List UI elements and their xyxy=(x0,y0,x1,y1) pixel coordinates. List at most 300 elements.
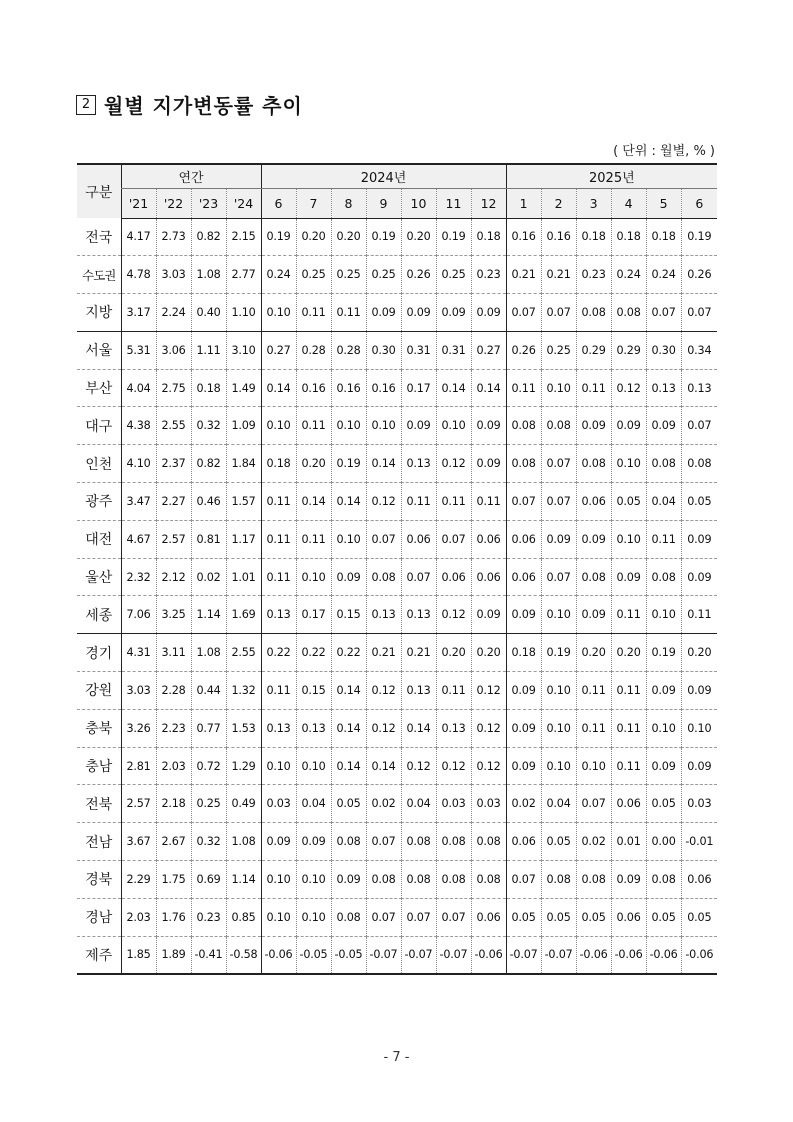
value-cell: 0.07 xyxy=(541,483,576,521)
value-cell: 0.07 xyxy=(366,898,401,936)
value-cell: 0.11 xyxy=(576,672,611,710)
column-header: 7 xyxy=(296,188,331,218)
value-cell: 0.30 xyxy=(646,331,681,369)
value-cell: 0.08 xyxy=(401,861,436,899)
value-cell: 0.77 xyxy=(191,709,226,747)
value-cell: 2.23 xyxy=(156,709,191,747)
value-cell: 0.05 xyxy=(646,898,681,936)
value-cell: 0.23 xyxy=(191,898,226,936)
value-cell: 0.23 xyxy=(471,256,506,294)
value-cell: -0.06 xyxy=(646,936,681,974)
value-cell: 0.14 xyxy=(296,483,331,521)
value-cell: 0.22 xyxy=(296,634,331,672)
region-cell: 광주 xyxy=(85,494,113,511)
value-cell: 4.17 xyxy=(121,218,156,256)
value-cell: 0.25 xyxy=(296,256,331,294)
value-cell: 0.10 xyxy=(366,407,401,445)
value-cell: 0.14 xyxy=(401,709,436,747)
table-row xyxy=(77,747,717,785)
value-cell: 0.12 xyxy=(436,596,471,634)
value-cell: 0.07 xyxy=(366,823,401,861)
column-header: 6 xyxy=(261,188,296,218)
value-cell: 1.01 xyxy=(226,558,261,596)
table-row xyxy=(77,709,717,747)
value-cell: 0.09 xyxy=(576,407,611,445)
table-row xyxy=(77,483,717,521)
value-cell: 2.77 xyxy=(226,256,261,294)
value-cell: 0.09 xyxy=(611,861,646,899)
value-cell: 0.08 xyxy=(576,861,611,899)
value-cell: 0.10 xyxy=(541,369,576,407)
section-heading xyxy=(76,90,303,119)
value-cell: 2.03 xyxy=(156,747,191,785)
value-cell: 0.06 xyxy=(436,558,471,596)
region-cell: 경남 xyxy=(85,910,113,927)
value-cell: -0.06 xyxy=(261,936,296,974)
value-cell: 1.53 xyxy=(226,709,261,747)
column-header: '24 xyxy=(226,188,261,218)
value-cell: 0.11 xyxy=(611,596,646,634)
value-cell: 0.09 xyxy=(681,520,717,558)
value-cell: 0.10 xyxy=(331,407,366,445)
value-cell: 0.09 xyxy=(331,558,366,596)
value-cell: 2.32 xyxy=(121,558,156,596)
value-cell: 4.31 xyxy=(121,634,156,672)
value-cell: 0.20 xyxy=(611,634,646,672)
value-cell: 0.10 xyxy=(541,596,576,634)
value-cell: 0.20 xyxy=(296,445,331,483)
value-cell: 0.05 xyxy=(331,785,366,823)
value-cell: 0.07 xyxy=(436,898,471,936)
value-cell: 0.12 xyxy=(471,747,506,785)
value-cell: 0.08 xyxy=(541,407,576,445)
value-cell: 0.11 xyxy=(471,483,506,521)
value-cell: 0.10 xyxy=(611,445,646,483)
value-cell: 0.28 xyxy=(331,331,366,369)
value-cell: 0.27 xyxy=(471,331,506,369)
value-cell: 0.14 xyxy=(366,445,401,483)
value-cell: -0.07 xyxy=(541,936,576,974)
value-cell: 4.04 xyxy=(121,369,156,407)
column-header: 12 xyxy=(471,188,506,218)
value-cell: 0.07 xyxy=(401,898,436,936)
value-cell: 7.06 xyxy=(121,596,156,634)
value-cell: 0.06 xyxy=(471,520,506,558)
value-cell: 1.14 xyxy=(226,861,261,899)
value-cell: 0.08 xyxy=(366,861,401,899)
region-cell: 대전 xyxy=(85,532,113,549)
value-cell: 0.00 xyxy=(646,823,681,861)
value-cell: 0.07 xyxy=(681,294,717,332)
value-cell: 0.17 xyxy=(401,369,436,407)
value-cell: 0.20 xyxy=(296,218,331,256)
value-cell: 0.40 xyxy=(191,294,226,332)
value-cell: 0.10 xyxy=(646,596,681,634)
value-cell: 0.13 xyxy=(646,369,681,407)
value-cell: 0.19 xyxy=(366,218,401,256)
value-cell: 0.02 xyxy=(366,785,401,823)
table-row xyxy=(77,672,717,710)
value-cell: 0.09 xyxy=(471,294,506,332)
value-cell: 0.08 xyxy=(576,294,611,332)
region-cell: 서울 xyxy=(85,343,113,360)
value-cell: 0.13 xyxy=(401,672,436,710)
value-cell: 4.78 xyxy=(121,256,156,294)
value-cell: 0.08 xyxy=(401,823,436,861)
region-cell: 지방 xyxy=(85,305,113,322)
value-cell: 0.02 xyxy=(506,785,541,823)
column-header: 10 xyxy=(401,188,436,218)
value-cell: 0.06 xyxy=(576,483,611,521)
value-cell: 0.06 xyxy=(506,558,541,596)
value-cell: 0.04 xyxy=(541,785,576,823)
value-cell: 3.25 xyxy=(156,596,191,634)
value-cell: 3.67 xyxy=(121,823,156,861)
value-cell: 1.09 xyxy=(226,407,261,445)
value-cell: 0.03 xyxy=(471,785,506,823)
value-cell: 0.09 xyxy=(681,747,717,785)
value-cell: 0.13 xyxy=(261,596,296,634)
value-cell: 1.76 xyxy=(156,898,191,936)
column-header: 2 xyxy=(541,188,576,218)
value-cell: 1.29 xyxy=(226,747,261,785)
column-header: 6 xyxy=(681,188,717,218)
value-cell: 0.11 xyxy=(436,672,471,710)
table-row xyxy=(77,331,717,369)
value-cell: 0.08 xyxy=(576,558,611,596)
value-cell: 0.08 xyxy=(646,445,681,483)
value-cell: 0.11 xyxy=(261,520,296,558)
region-cell: 제주 xyxy=(85,947,113,964)
value-cell: 0.04 xyxy=(296,785,331,823)
value-cell: 0.18 xyxy=(576,218,611,256)
table-row xyxy=(77,369,717,407)
value-cell: 0.16 xyxy=(366,369,401,407)
value-cell: 1.08 xyxy=(191,634,226,672)
value-cell: 1.17 xyxy=(226,520,261,558)
value-cell: 0.32 xyxy=(191,823,226,861)
value-cell: 0.09 xyxy=(471,596,506,634)
value-cell: -0.41 xyxy=(191,936,226,974)
value-cell: 0.13 xyxy=(401,445,436,483)
value-cell: 0.31 xyxy=(401,331,436,369)
value-cell: 0.11 xyxy=(436,483,471,521)
value-cell: 0.11 xyxy=(296,294,331,332)
value-cell: 0.19 xyxy=(261,218,296,256)
value-cell: 0.10 xyxy=(576,747,611,785)
value-cell: 2.28 xyxy=(156,672,191,710)
value-cell: 0.10 xyxy=(541,709,576,747)
value-cell: 0.17 xyxy=(296,596,331,634)
value-cell: 0.10 xyxy=(331,520,366,558)
column-header: 4 xyxy=(611,188,646,218)
value-cell: 0.05 xyxy=(541,823,576,861)
value-cell: 0.11 xyxy=(261,558,296,596)
value-cell: 0.07 xyxy=(541,445,576,483)
region-cell: 전남 xyxy=(85,834,113,851)
value-cell: 0.14 xyxy=(261,369,296,407)
value-cell: 0.05 xyxy=(611,483,646,521)
value-cell: 0.09 xyxy=(576,520,611,558)
value-cell: 0.28 xyxy=(296,331,331,369)
value-cell: 0.14 xyxy=(331,672,366,710)
value-cell: 0.08 xyxy=(436,823,471,861)
region-cell: 전국 xyxy=(85,229,113,246)
table-row xyxy=(77,785,717,823)
value-cell: 0.11 xyxy=(506,369,541,407)
value-cell: 5.31 xyxy=(121,331,156,369)
table-row xyxy=(77,596,717,634)
column-header: 9 xyxy=(366,188,401,218)
value-cell: 0.12 xyxy=(436,747,471,785)
column-header: '21 xyxy=(121,188,156,218)
value-cell: 1.57 xyxy=(226,483,261,521)
value-cell: 0.02 xyxy=(191,558,226,596)
value-cell: 0.32 xyxy=(191,407,226,445)
value-cell: 0.22 xyxy=(261,634,296,672)
value-cell: -0.06 xyxy=(576,936,611,974)
value-cell: 0.07 xyxy=(366,520,401,558)
value-cell: 0.69 xyxy=(191,861,226,899)
value-cell: 2.55 xyxy=(226,634,261,672)
value-cell: 0.10 xyxy=(611,520,646,558)
value-cell: 0.12 xyxy=(611,369,646,407)
value-cell: 0.14 xyxy=(436,369,471,407)
value-cell: 0.10 xyxy=(296,747,331,785)
value-cell: 0.44 xyxy=(191,672,226,710)
value-cell: 0.05 xyxy=(681,898,717,936)
value-cell: 0.13 xyxy=(436,709,471,747)
value-cell: 0.20 xyxy=(331,218,366,256)
value-cell: 0.19 xyxy=(541,634,576,672)
value-cell: 0.10 xyxy=(436,407,471,445)
value-cell: 2.55 xyxy=(156,407,191,445)
column-header: 3 xyxy=(576,188,611,218)
value-cell: 0.82 xyxy=(191,445,226,483)
value-cell: 0.11 xyxy=(296,407,331,445)
value-cell: 4.10 xyxy=(121,445,156,483)
value-cell: -0.07 xyxy=(506,936,541,974)
region-cell: 세종 xyxy=(85,607,113,624)
value-cell: 0.08 xyxy=(436,861,471,899)
value-cell: 0.10 xyxy=(681,709,717,747)
value-cell: 2.57 xyxy=(121,785,156,823)
value-cell: 0.22 xyxy=(331,634,366,672)
value-cell: 0.12 xyxy=(471,672,506,710)
section-title: 월별 지가변동률 추이 xyxy=(104,94,303,118)
value-cell: 3.47 xyxy=(121,483,156,521)
value-cell: 0.25 xyxy=(366,256,401,294)
value-cell: -0.07 xyxy=(366,936,401,974)
value-cell: 0.09 xyxy=(646,747,681,785)
value-cell: 0.18 xyxy=(646,218,681,256)
value-cell: 0.16 xyxy=(506,218,541,256)
value-cell: 2.67 xyxy=(156,823,191,861)
value-cell: 0.05 xyxy=(541,898,576,936)
value-cell: 0.13 xyxy=(681,369,717,407)
value-cell: 0.08 xyxy=(541,861,576,899)
table-row xyxy=(77,898,717,936)
value-cell: 0.14 xyxy=(366,747,401,785)
region-cell: 전북 xyxy=(85,796,113,813)
value-cell: 0.25 xyxy=(331,256,366,294)
value-cell: 0.10 xyxy=(261,294,296,332)
value-cell: 0.09 xyxy=(506,747,541,785)
value-cell: 0.13 xyxy=(366,596,401,634)
region-cell: 경북 xyxy=(85,872,113,889)
value-cell: 0.08 xyxy=(646,861,681,899)
value-cell: 0.21 xyxy=(401,634,436,672)
value-cell: 0.04 xyxy=(401,785,436,823)
value-cell: 0.21 xyxy=(366,634,401,672)
value-cell: 1.08 xyxy=(226,823,261,861)
value-cell: 2.12 xyxy=(156,558,191,596)
value-cell: 0.07 xyxy=(541,294,576,332)
value-cell: 0.08 xyxy=(506,407,541,445)
value-cell: 0.12 xyxy=(366,483,401,521)
value-cell: 0.11 xyxy=(576,369,611,407)
value-cell: 0.06 xyxy=(471,558,506,596)
value-cell: 0.20 xyxy=(436,634,471,672)
value-cell: 0.11 xyxy=(261,483,296,521)
region-cell: 대구 xyxy=(85,418,113,435)
column-header: 8 xyxy=(331,188,366,218)
value-cell: 0.02 xyxy=(576,823,611,861)
value-cell: 0.10 xyxy=(646,709,681,747)
value-cell: 0.49 xyxy=(226,785,261,823)
value-cell: 0.29 xyxy=(611,331,646,369)
value-cell: 0.08 xyxy=(576,445,611,483)
value-cell: 0.31 xyxy=(436,331,471,369)
value-cell: -0.06 xyxy=(611,936,646,974)
corner-header: 구분 xyxy=(77,164,121,218)
value-cell: 0.19 xyxy=(646,634,681,672)
value-cell: -0.01 xyxy=(681,823,717,861)
value-cell: 0.11 xyxy=(576,709,611,747)
value-cell: 0.11 xyxy=(331,294,366,332)
value-cell: 0.20 xyxy=(576,634,611,672)
column-header: 11 xyxy=(436,188,471,218)
value-cell: 0.07 xyxy=(646,294,681,332)
value-cell: 1.32 xyxy=(226,672,261,710)
value-cell: 0.09 xyxy=(366,294,401,332)
value-cell: 0.10 xyxy=(296,558,331,596)
value-cell: 0.06 xyxy=(681,861,717,899)
value-cell: 0.30 xyxy=(366,331,401,369)
value-cell: 0.29 xyxy=(576,331,611,369)
value-cell: 0.27 xyxy=(261,331,296,369)
value-cell: -0.07 xyxy=(436,936,471,974)
value-cell: 0.09 xyxy=(506,709,541,747)
value-cell: 0.10 xyxy=(541,672,576,710)
value-cell: 0.21 xyxy=(506,256,541,294)
value-cell: 0.26 xyxy=(401,256,436,294)
value-cell: 0.08 xyxy=(331,898,366,936)
value-cell: 0.06 xyxy=(471,898,506,936)
value-cell: 0.72 xyxy=(191,747,226,785)
table-row xyxy=(77,445,717,483)
value-cell: 0.24 xyxy=(261,256,296,294)
value-cell: 0.07 xyxy=(506,294,541,332)
value-cell: 2.15 xyxy=(226,218,261,256)
value-cell: 2.29 xyxy=(121,861,156,899)
value-cell: 0.08 xyxy=(646,558,681,596)
value-cell: 0.08 xyxy=(366,558,401,596)
value-cell: 0.12 xyxy=(401,747,436,785)
value-cell: 0.06 xyxy=(611,898,646,936)
value-cell: 0.11 xyxy=(681,596,717,634)
value-cell: 0.07 xyxy=(506,483,541,521)
value-cell: 0.09 xyxy=(261,823,296,861)
value-cell: 0.09 xyxy=(611,558,646,596)
value-cell: 0.25 xyxy=(541,331,576,369)
region-cell: 인천 xyxy=(85,456,113,473)
value-cell: 0.06 xyxy=(611,785,646,823)
value-cell: 0.11 xyxy=(611,709,646,747)
value-cell: 0.08 xyxy=(471,823,506,861)
value-cell: 0.04 xyxy=(646,483,681,521)
header-row-groups xyxy=(77,164,717,188)
value-cell: 0.12 xyxy=(436,445,471,483)
value-cell: 0.46 xyxy=(191,483,226,521)
table-row xyxy=(77,936,717,974)
value-cell: 3.17 xyxy=(121,294,156,332)
value-cell: 0.15 xyxy=(296,672,331,710)
value-cell: 0.10 xyxy=(296,861,331,899)
value-cell: -0.05 xyxy=(331,936,366,974)
table-row xyxy=(77,520,717,558)
value-cell: 0.09 xyxy=(436,294,471,332)
value-cell: 0.21 xyxy=(541,256,576,294)
value-cell: 0.09 xyxy=(646,407,681,445)
column-header: 5 xyxy=(646,188,681,218)
value-cell: 3.06 xyxy=(156,331,191,369)
value-cell: 0.10 xyxy=(261,898,296,936)
value-cell: 3.03 xyxy=(121,672,156,710)
value-cell: 0.18 xyxy=(261,445,296,483)
group-header-2025: 2025년 xyxy=(506,164,717,188)
value-cell: 0.23 xyxy=(576,256,611,294)
group-header-2024: 2024년 xyxy=(261,164,506,188)
value-cell: 2.24 xyxy=(156,294,191,332)
value-cell: 0.09 xyxy=(401,407,436,445)
value-cell: 0.09 xyxy=(296,823,331,861)
value-cell: 1.69 xyxy=(226,596,261,634)
region-cell: 부산 xyxy=(85,381,113,398)
column-header: 1 xyxy=(506,188,541,218)
value-cell: 0.18 xyxy=(611,218,646,256)
value-cell: 0.12 xyxy=(366,672,401,710)
value-cell: 0.15 xyxy=(331,596,366,634)
value-cell: 0.16 xyxy=(331,369,366,407)
value-cell: 0.14 xyxy=(471,369,506,407)
value-cell: 0.03 xyxy=(261,785,296,823)
value-cell: 1.89 xyxy=(156,936,191,974)
value-cell: 1.10 xyxy=(226,294,261,332)
value-cell: 0.19 xyxy=(331,445,366,483)
value-cell: 0.12 xyxy=(366,709,401,747)
value-cell: 0.24 xyxy=(646,256,681,294)
region-cell: 강원 xyxy=(85,683,113,700)
value-cell: -0.06 xyxy=(681,936,717,974)
value-cell: 0.19 xyxy=(681,218,717,256)
value-cell: 2.81 xyxy=(121,747,156,785)
value-cell: 0.11 xyxy=(611,672,646,710)
value-cell: 0.18 xyxy=(471,218,506,256)
value-cell: 0.08 xyxy=(331,823,366,861)
value-cell: 0.13 xyxy=(261,709,296,747)
value-cell: 0.11 xyxy=(646,520,681,558)
